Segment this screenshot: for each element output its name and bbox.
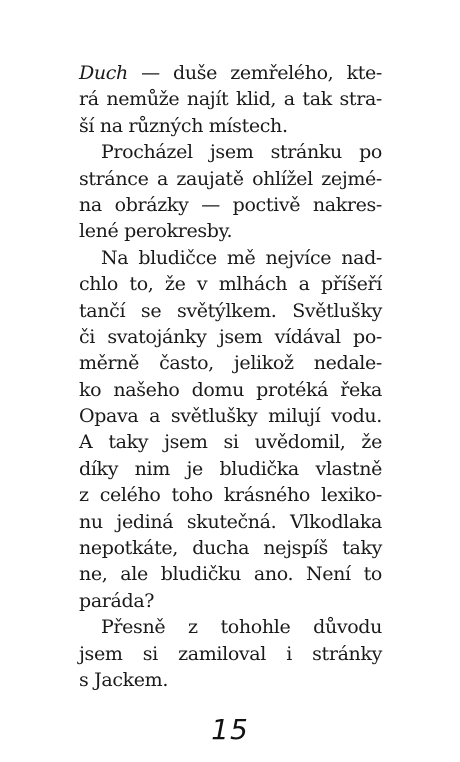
line-text: paráda? <box>79 589 155 612</box>
line-text: s Jackem. <box>79 668 169 691</box>
line-text: ší na různých místech. <box>79 114 288 137</box>
line-text: měrně často, jelikož nedale- <box>79 352 382 375</box>
line-text: Na bludičce mě nejvíce nad- <box>101 246 382 269</box>
line-text: díky nim je bludička vlastně <box>79 457 382 480</box>
line-text: rá nemůže najít klid, a tak stra- <box>79 88 382 111</box>
line-text: ko našeho domu protéká řeka <box>79 378 382 401</box>
line-text: na obrázky — poctivě nakres- <box>79 193 382 216</box>
paragraph <box>79 614 382 693</box>
line-text: nu jediná skutečná. Vlkodlaka <box>79 510 382 533</box>
body-text <box>79 60 382 693</box>
text-line <box>79 113 382 139</box>
text-line <box>79 535 382 561</box>
text-line <box>79 509 382 535</box>
paragraph <box>79 139 382 245</box>
line-text: Přesně z tohohle důvodu <box>101 616 382 639</box>
text-line <box>79 271 382 297</box>
text-line <box>79 403 382 429</box>
line-text: jsem si zamiloval i stránky <box>79 642 382 665</box>
text-line <box>79 192 382 218</box>
line-text: A taky jsem si uvědomil, že <box>79 431 382 454</box>
line-text: či svatojánky jsem vídával po- <box>79 325 382 348</box>
line-text: tančí se světýlkem. Světlušky <box>79 299 382 322</box>
text-line <box>79 561 382 587</box>
text-line <box>79 456 382 482</box>
text-line <box>79 482 382 508</box>
page-number: 15 <box>211 713 249 746</box>
text-line <box>79 245 382 271</box>
text-line <box>79 429 382 455</box>
text-line <box>79 377 382 403</box>
text-line <box>79 139 382 165</box>
text-line <box>79 324 382 350</box>
line-text: ne, ale bludičku ano. Není to <box>79 563 382 586</box>
text-line <box>79 60 382 86</box>
text-line <box>79 614 382 640</box>
line-text: — duše zemřelého, kte- <box>127 62 382 84</box>
line-text: Procházel jsem stránku po <box>101 141 382 164</box>
line-text: stránce a zaujatě ohlížel zejmé- <box>79 167 382 190</box>
text-line <box>79 218 382 244</box>
text-line <box>79 667 382 693</box>
paragraph <box>79 60 382 139</box>
text-line <box>79 641 382 667</box>
line-text: nepotkáte, ducha nejspíš taky <box>79 537 382 560</box>
text-line <box>79 350 382 376</box>
text-line <box>79 166 382 192</box>
text-line <box>79 298 382 324</box>
line-text: lené perokresby. <box>79 220 233 243</box>
line-text: Opava a světlušky milují vodu. <box>79 405 382 428</box>
italic-term: Duch <box>79 62 128 84</box>
paragraph <box>79 245 382 614</box>
text-line <box>79 86 382 112</box>
line-text: z celého toho krásného lexiko- <box>79 484 382 507</box>
line-text: chlo to, že v mlhách a příšeří <box>79 273 382 296</box>
text-line <box>79 588 382 614</box>
